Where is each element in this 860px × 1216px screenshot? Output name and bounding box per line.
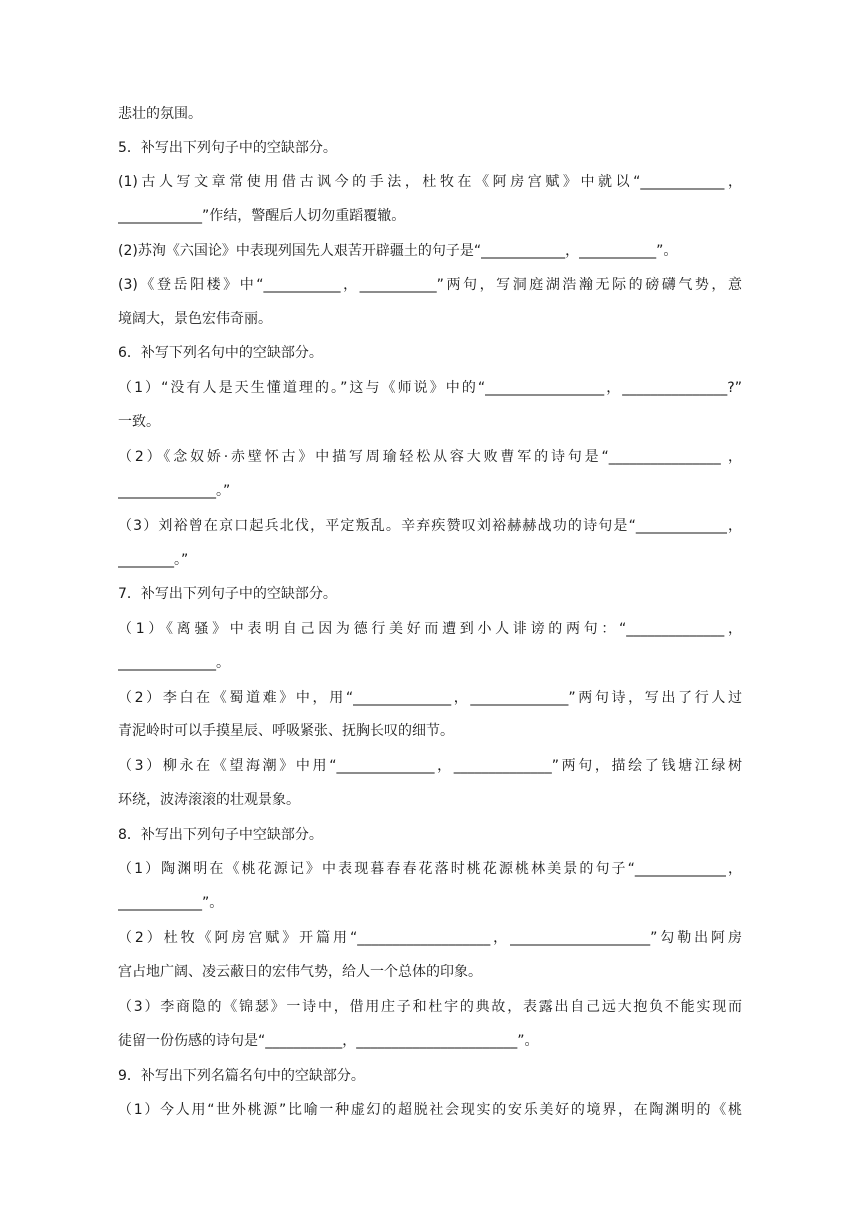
text-line: (1)古人写文章常使用借古讽今的手法，杜牧在《阿房宫赋》中就以“____________， — [118, 174, 742, 190]
text-line: 一致。 — [118, 414, 160, 430]
text-line: （2）《念奴娇·赤壁怀古》中描写周瑜轻松从容大败曹军的诗句是“________________ ， — [118, 449, 742, 465]
text-line: （3）李商隐的《锦瑟》一诗中，借用庄子和杜宇的典故，表露出自己远大抱负不能实现而 — [118, 999, 742, 1015]
text-line: （1）“没有人是天生懂道理的。”这与《师说》中的“_________________，_______________?” — [118, 380, 742, 396]
text-line: 宫占地广阔、凌云蔽日的宏伟气势，给人一个总体的印象。 — [118, 964, 482, 980]
text-line: （1）今人用“世外桃源”比喻一种虚幻的超脱社会现实的安乐美好的境界，在陶渊明的《桃 — [118, 1102, 742, 1118]
text-line: （2）杜牧《阿房宫赋》开篇用“___________________，____________________”勾勒出阿房 — [118, 930, 742, 946]
question-7-heading: 7．补写出下列句子中的空缺部分。 — [118, 586, 337, 602]
text-line: 青泥岭时可以手摸星辰、呼吸紧张、抚胸长叹的细节。 — [118, 723, 454, 739]
text-line: ______________。” — [118, 483, 231, 499]
text-line: （2）李白在《蜀道难》中，用“______________，______________”两句诗，写出了行人过 — [118, 690, 742, 706]
text-line: ________。” — [118, 552, 189, 568]
text-line: ____________”。 — [118, 895, 224, 911]
text-line: 境阔大，景色宏伟奇丽。 — [118, 311, 272, 327]
text-line: （3）柳永在《望海潮》中用“______________，______________”两句，描绘了钱塘江绿树 — [118, 758, 742, 774]
question-8-heading: 8．补写出下列句子中空缺部分。 — [118, 827, 323, 843]
text-line: (3)《登岳阳楼》中“___________，___________”两句，写洞庭湖浩瀚无际的磅礴气势，意 — [118, 277, 742, 293]
text-line: （1）《离骚》中表明自己因为德行美好而遭到小人诽谤的两句：“______________， — [118, 621, 742, 637]
question-6-heading: 6．补写下列名句中的空缺部分。 — [118, 345, 323, 361]
text-line: （3）刘裕曾在京口起兵北伐，平定叛乱。辛弃疾赞叹刘裕赫赫战功的诗句是“_____________， — [118, 518, 742, 534]
text-line: （1）陶渊明在《桃花源记》中表现暮春春花落时桃花源桃林美景的句子“_____________， — [118, 861, 742, 877]
question-9-heading: 9．补写出下列名篇名句中的空缺部分。 — [118, 1068, 365, 1084]
text-line: ______________。 — [118, 655, 230, 671]
text-line: ____________”作结，警醒后人切勿重蹈覆辙。 — [118, 208, 406, 224]
text-line: 环绕，波涛滚滚的壮观景象。 — [118, 792, 300, 808]
question-5-heading: 5．补写出下列句子中的空缺部分。 — [118, 140, 337, 156]
text-line: 徒留一份伤感的诗句是“___________，_______________________”。 — [118, 1033, 539, 1049]
text-line: 悲壮的氛围。 — [118, 106, 202, 122]
text-line: (2)苏洵《六国论》中表现列国先人艰苦开辟疆土的句子是“____________，___________”。 — [118, 243, 678, 259]
